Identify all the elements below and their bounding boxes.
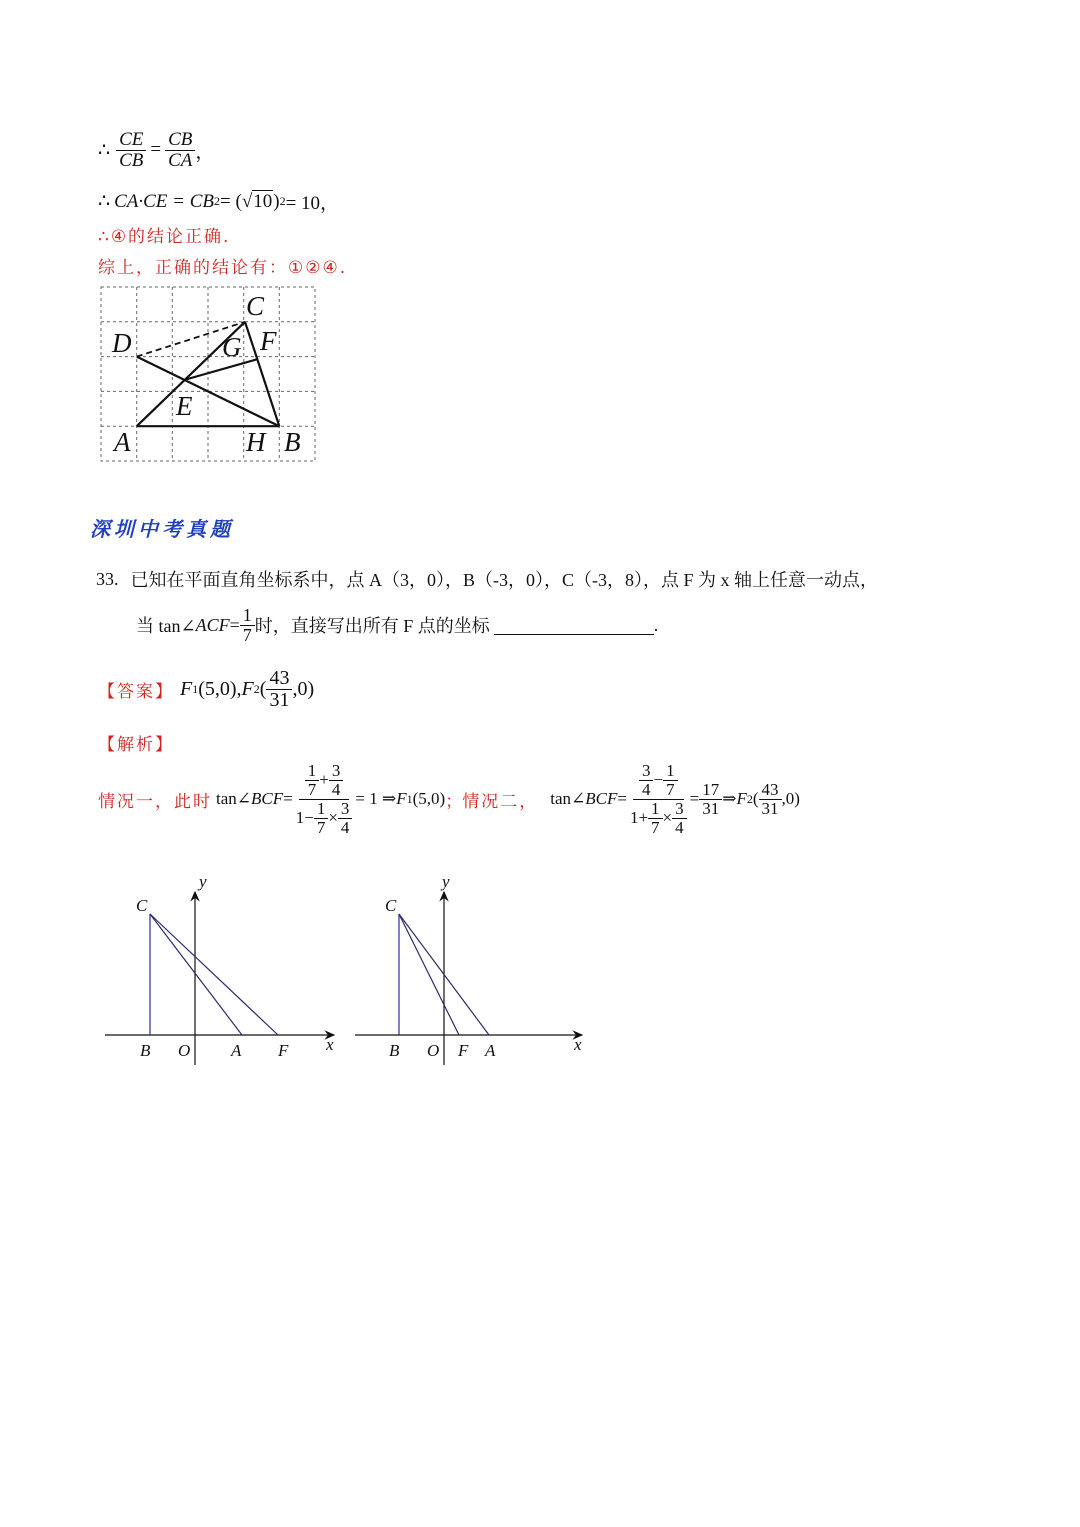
c1-plus: + xyxy=(319,770,329,790)
case1-numerator xyxy=(299,762,350,800)
grid-figure xyxy=(98,284,320,466)
label-G: G xyxy=(222,332,242,362)
label-A: A xyxy=(231,1041,242,1060)
sqrt-symbol: √ xyxy=(241,190,253,212)
fraction-denominator: 4 xyxy=(641,779,651,799)
case2-label: 情况二， xyxy=(462,791,539,812)
label-x: x xyxy=(574,1035,582,1054)
c2-n2 xyxy=(663,762,678,799)
case2-big-fraction xyxy=(627,762,690,836)
c2-d-one: 1+ xyxy=(629,808,649,828)
fraction-denominator: 4 xyxy=(331,779,341,799)
line2-superscript-2: 2 xyxy=(279,194,286,208)
c1-F-sub: 1 xyxy=(406,791,413,806)
c2-arrow: ⇒ xyxy=(722,789,737,809)
fraction-numerator: 3 xyxy=(672,800,687,819)
fraction-numerator: 1 xyxy=(663,762,678,781)
answer-tag: 【答案】 xyxy=(98,682,174,702)
question-text-1: 已知在平面直角坐标系中，点 A（3，0），B（-3，0），C（-3，8），点 F 为 x 轴上任意一动点， xyxy=(130,570,879,590)
c1-times: × xyxy=(328,808,338,828)
fraction-denominator: 7 xyxy=(307,779,317,799)
question-fraction xyxy=(240,606,255,645)
answer-f1-sub: 1 xyxy=(192,682,199,696)
answer-f2-close: ,0) xyxy=(292,678,315,700)
c2-F-close: ,0) xyxy=(781,789,800,809)
fraction-denominator: 31 xyxy=(269,689,290,711)
semicolon: ； xyxy=(445,791,463,811)
fraction-numerator: 43 xyxy=(266,668,292,690)
proof-conclusion: ∴④的结论正确. xyxy=(98,227,231,247)
question-text-2-end: . xyxy=(653,614,659,635)
c2-F-fraction xyxy=(759,781,782,818)
label-A: A xyxy=(114,427,131,457)
case2-numerator xyxy=(633,762,684,800)
fraction-denominator: 31 xyxy=(761,798,779,818)
c2-F-open: ( xyxy=(752,789,759,809)
label-x: x xyxy=(326,1035,334,1054)
label-C: C xyxy=(246,291,265,321)
fraction-numerator: 17 xyxy=(699,781,722,800)
c1-d2 xyxy=(338,800,353,837)
proof-line-1 xyxy=(98,130,214,171)
answer-f2-fraction xyxy=(266,668,292,711)
fraction-numerator: CE xyxy=(116,130,146,151)
answer-f1: F xyxy=(180,678,193,700)
answer-line xyxy=(98,668,314,711)
sqrt-radicand: 10 xyxy=(253,191,273,212)
fraction-numerator: 3 xyxy=(639,762,654,781)
comma: ， xyxy=(195,141,215,163)
case2-eq: = xyxy=(617,789,627,809)
c1-d1 xyxy=(314,800,329,837)
line2-equals: = ( xyxy=(220,190,242,212)
fraction-numerator: 43 xyxy=(759,781,782,800)
c2-F: F xyxy=(736,789,747,809)
question-text-2-post: 时，直接写出所有 F 点的坐标 xyxy=(254,616,490,637)
proof-line-2 xyxy=(98,188,339,215)
case2-denominator xyxy=(627,800,690,837)
case1-eq: = xyxy=(283,789,293,809)
c2-mid-fraction xyxy=(699,781,722,818)
line2-end: = 10， xyxy=(285,193,340,214)
line2-lhs: CA·CE = CB xyxy=(114,190,215,212)
label-B: B xyxy=(389,1041,400,1060)
therefore-symbol: ∴ xyxy=(98,139,111,161)
segment-CF xyxy=(399,914,459,1035)
label-B: B xyxy=(284,427,301,457)
coordinate-graph-2 xyxy=(350,870,595,1070)
answer-f1-coord: (5,0), xyxy=(198,678,242,700)
question-angle: ACF xyxy=(195,614,230,635)
fraction-numerator: 3 xyxy=(329,762,344,781)
section-title: 深圳中考真题 xyxy=(90,517,234,541)
label-A: A xyxy=(485,1041,496,1060)
label-B: B xyxy=(140,1041,151,1060)
c1-n1 xyxy=(305,762,320,799)
question-line-2 xyxy=(136,606,658,645)
fraction-denominator: CB xyxy=(119,149,144,171)
label-H: H xyxy=(246,427,266,457)
c1-F-coord: (5,0) xyxy=(412,789,446,809)
ratio-fraction-1 xyxy=(116,130,146,171)
case1-label: 情况一，此时 xyxy=(98,791,212,812)
c1-result: = 1 ⇒ xyxy=(355,789,397,809)
fraction-numerator: 1 xyxy=(240,606,255,626)
label-E: E xyxy=(176,391,193,421)
c1-d-one: 1− xyxy=(295,808,314,828)
case1-tan: tan∠ xyxy=(216,789,252,809)
fraction-denominator: 7 xyxy=(666,779,675,799)
c2-F-sub: 2 xyxy=(746,791,753,806)
fraction-numerator: 1 xyxy=(648,800,663,819)
equals-sign: = xyxy=(150,139,162,161)
answer-f2-open: ( xyxy=(259,678,267,700)
question-equals: = xyxy=(229,614,240,635)
label-O: O xyxy=(427,1041,440,1060)
segment-CF xyxy=(150,914,278,1035)
coordinate-graph-1 xyxy=(100,870,345,1070)
fraction-denominator: 31 xyxy=(702,798,720,818)
fraction-denominator: 7 xyxy=(316,817,326,837)
ratio-fraction-2 xyxy=(165,130,195,171)
label-C: C xyxy=(385,896,397,915)
c1-n2 xyxy=(329,762,344,799)
fraction-denominator: 7 xyxy=(651,817,660,837)
answer-blank xyxy=(494,616,654,635)
case2-angle: BCF xyxy=(585,789,618,809)
label-O: O xyxy=(178,1041,191,1060)
c2-n1 xyxy=(639,762,654,799)
fraction-denominator: 7 xyxy=(242,624,252,645)
question-number: 33. xyxy=(96,568,119,589)
analysis-line xyxy=(98,762,800,836)
segment-CA xyxy=(150,914,242,1035)
label-F: F xyxy=(260,326,277,356)
fraction-numerator: CB xyxy=(165,130,195,151)
fraction-denominator: 4 xyxy=(340,817,350,837)
c1-F: F xyxy=(396,789,407,809)
label-D: D xyxy=(112,328,132,358)
c2-d1 xyxy=(648,800,663,837)
therefore-symbol: ∴ xyxy=(98,191,111,212)
question-line-1 xyxy=(96,566,878,592)
answer-f2: F xyxy=(241,678,254,700)
case2-eq-2: = xyxy=(689,789,700,809)
question-text-2-pre: 当 tan∠ xyxy=(136,616,196,637)
label-C: C xyxy=(136,896,148,915)
label-y: y xyxy=(442,872,450,891)
label-F: F xyxy=(458,1041,469,1060)
analysis-tag: 【解析】 xyxy=(98,735,174,755)
case1-big-fraction xyxy=(293,762,356,836)
fraction-numerator: 1 xyxy=(305,762,320,781)
case1-angle: BCF xyxy=(251,789,284,809)
fraction-numerator: 1 xyxy=(314,800,329,819)
case1-denominator xyxy=(293,800,356,837)
line2-close: ) xyxy=(273,190,280,212)
line2-superscript: 2 xyxy=(214,194,221,208)
label-y: y xyxy=(199,872,207,891)
label-F: F xyxy=(278,1041,289,1060)
case2-tan: tan∠ xyxy=(550,789,586,809)
answer-f2-sub: 2 xyxy=(253,682,260,696)
c2-d2 xyxy=(672,800,687,837)
fraction-numerator: 3 xyxy=(338,800,353,819)
fraction-denominator: CA xyxy=(168,149,193,171)
c2-times: × xyxy=(662,808,673,828)
proof-summary: 综上，正确的结论有：①②④. xyxy=(98,258,348,278)
fraction-denominator: 4 xyxy=(675,817,684,837)
c2-minus: − xyxy=(653,770,664,790)
